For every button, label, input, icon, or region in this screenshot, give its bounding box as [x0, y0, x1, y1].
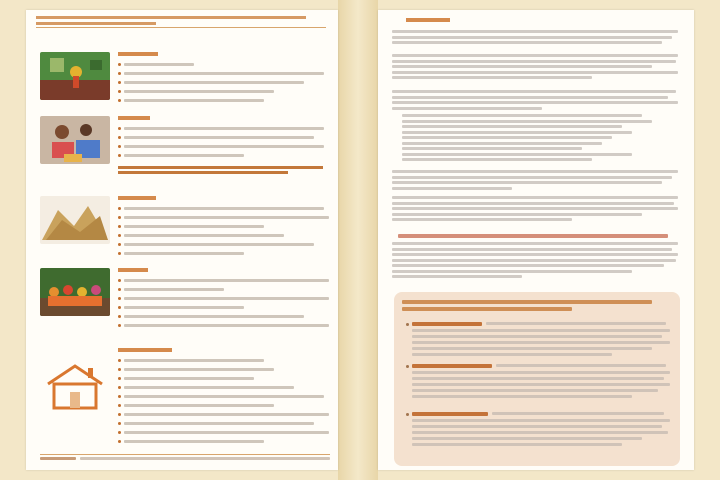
section-2 [40, 114, 330, 178]
left-page [26, 10, 338, 470]
list-item [118, 144, 328, 150]
paragraph [392, 90, 680, 112]
group-outdoors-photo [40, 268, 110, 316]
section-list [118, 278, 328, 332]
list-item [118, 89, 328, 95]
list-item [118, 430, 328, 436]
right-page-title [406, 18, 450, 22]
house-icon [40, 356, 110, 416]
left-page-title [36, 16, 326, 28]
list-item [118, 358, 328, 364]
list-item [118, 421, 328, 427]
list-item [118, 287, 328, 293]
callout-heading [402, 300, 662, 314]
list-item [118, 80, 328, 86]
paragraph [392, 242, 680, 281]
list-item [118, 242, 328, 248]
sports-ground-photo [40, 52, 110, 100]
section-heading [118, 52, 158, 56]
paragraph [392, 54, 680, 82]
list-item [118, 153, 328, 159]
list-item [118, 62, 328, 68]
list-item [118, 71, 328, 77]
section-list [118, 62, 328, 107]
section-heading [118, 196, 156, 200]
list-item [118, 215, 328, 221]
list-item [118, 305, 328, 311]
list-item [118, 135, 328, 141]
bullet-list [402, 114, 672, 164]
section-list [118, 126, 328, 162]
section-heading [118, 348, 172, 352]
list-item [118, 98, 328, 104]
list-item [118, 394, 328, 400]
highlighted-heading [398, 234, 668, 238]
paragraph [392, 30, 680, 47]
left-page-footer [40, 454, 330, 461]
section-note [118, 166, 328, 174]
list-item [118, 278, 328, 284]
section-5 [40, 346, 330, 446]
list-item [118, 126, 328, 132]
right-page [378, 10, 694, 470]
section-list [118, 206, 328, 260]
list-item [118, 385, 328, 391]
list-item [118, 439, 328, 445]
list-item [118, 403, 328, 409]
callout-box [394, 292, 680, 466]
list-item [118, 206, 328, 212]
list-item [118, 323, 328, 329]
list-item [118, 251, 328, 257]
paragraph [392, 170, 680, 192]
list-item [118, 314, 328, 320]
sand-photo [40, 196, 110, 244]
section-heading [118, 116, 150, 120]
section-list [118, 358, 328, 448]
section-3 [40, 194, 330, 258]
paragraph [392, 196, 680, 224]
section-1 [40, 50, 330, 114]
list-item [118, 233, 328, 239]
spine-gutter [338, 0, 378, 480]
list-item [118, 412, 328, 418]
children-playing-photo [40, 116, 110, 164]
list-item [118, 224, 328, 230]
list-item [118, 376, 328, 382]
section-heading [118, 268, 148, 272]
list-item [118, 367, 328, 373]
section-4 [40, 266, 330, 330]
list-item [118, 296, 328, 302]
